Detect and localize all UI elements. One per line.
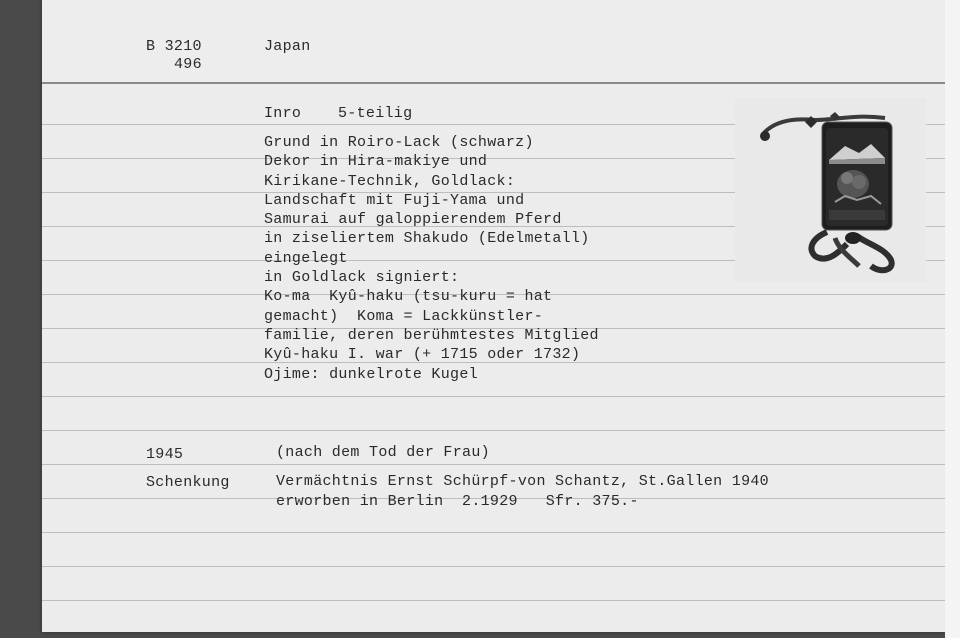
- card-edge: [945, 0, 960, 638]
- description-line: in Goldlack signiert:: [264, 269, 460, 287]
- object-parts: 5-teilig: [338, 105, 413, 122]
- object-description: [264, 133, 599, 384]
- object-title: Inro: [264, 105, 302, 122]
- acquisition-year-note: (nach dem Tod der Frau): [276, 444, 490, 461]
- description-line: Ojime: dunkelrote Kugel: [264, 365, 478, 383]
- description-line: Kyû-haku I. war (+ 1715 oder 1732): [264, 346, 581, 364]
- acquisition-year: 1945: [146, 446, 184, 463]
- header-divider: [42, 82, 945, 84]
- description-line: Samurai auf galoppierendem Pferd: [264, 211, 562, 229]
- description-line: Ko-ma Kyû-haku (tsu-kuru = hat: [264, 288, 553, 306]
- description-line: Grund in Roiro-Lack (schwarz): [264, 134, 534, 151]
- description-line: familie, deren berühmtestes Mitglied: [264, 326, 599, 344]
- description-line: in ziseliertem Shakudo (Edelmetall): [264, 230, 590, 248]
- description-line: eingelegt: [264, 249, 348, 267]
- description-line: Kirikane-Technik, Goldlack:: [264, 172, 516, 190]
- acquisition-line-1: Vermächtnis Ernst Schürpf-von Schantz, St.Gallen 1940: [276, 473, 769, 490]
- inro-photo: [735, 98, 926, 282]
- inventory-number: B 3210: [146, 38, 202, 55]
- country: Japan: [264, 38, 311, 55]
- sub-number: 496: [174, 56, 202, 73]
- description-line: gemacht) Koma = Lackkünstler-: [264, 307, 544, 325]
- description-line: Landschaft mit Fuji-Yama und: [264, 191, 525, 209]
- description-line: Dekor in Hira-makiye und: [264, 153, 488, 171]
- acquisition-line-2: erworben in Berlin 2.1929 Sfr. 375.-: [276, 493, 639, 510]
- acquisition-type: Schenkung: [146, 474, 230, 491]
